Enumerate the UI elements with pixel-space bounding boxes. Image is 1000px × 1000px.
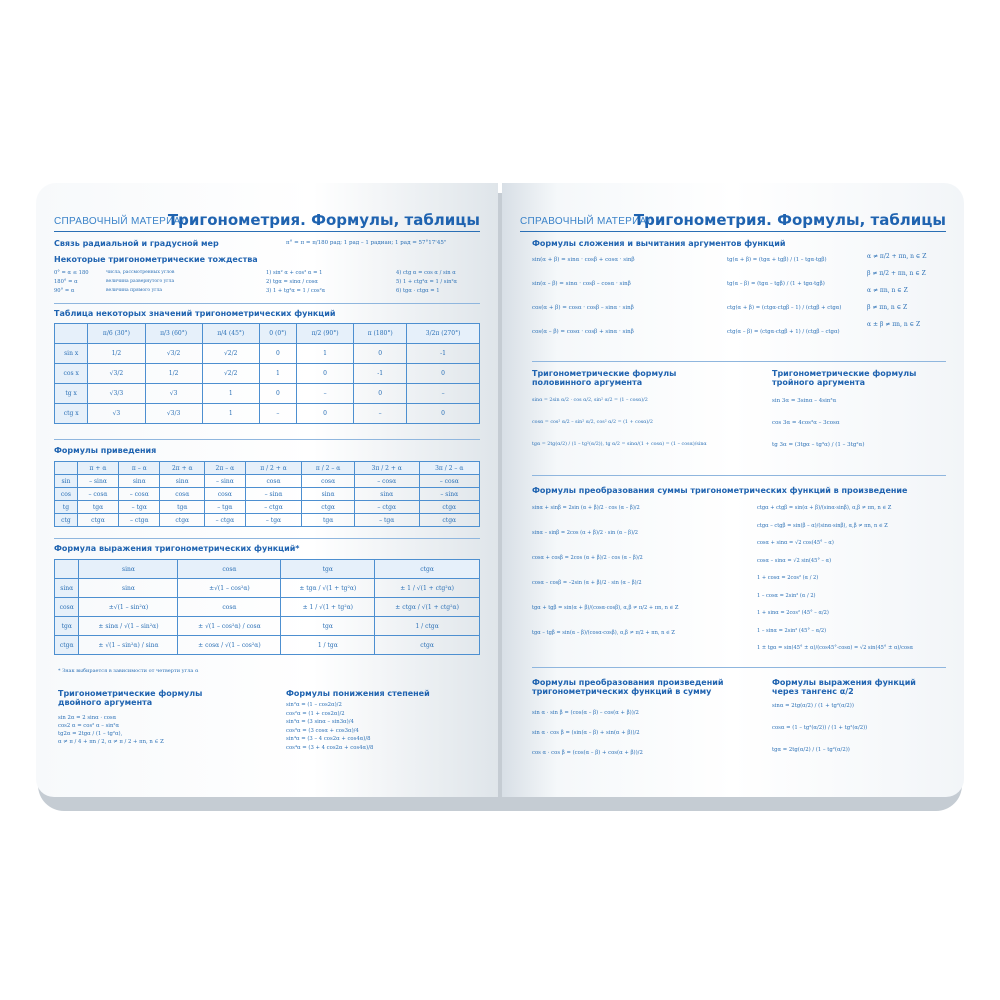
table-cell: – cosα — [119, 488, 160, 501]
formula-line: sinα = 2tg(α/2) / (1 + tg²(α/2)) — [772, 703, 854, 709]
table-header-cell: π / 2 + α — [245, 462, 302, 475]
table-header-cell: 3π / 2 – α — [419, 462, 479, 475]
formula-line: cos⁴α = (3 + 4 cos2α + cos4α)/8 — [286, 744, 374, 751]
table-row — [55, 404, 480, 424]
table-cell: – ctgα — [245, 501, 302, 514]
radian-title: Связь радиальной и градусной мер — [54, 239, 219, 248]
formula-line: α ≠ πn, n ∈ Z — [867, 287, 908, 294]
table-cell: ± √(1 – sin²α) / sinα — [79, 636, 178, 655]
tangent-title: Формулы выражения функций через тангенс α/2 — [772, 678, 916, 696]
table-header-cell: π – α — [119, 462, 160, 475]
formula-line: tg(α + β) = (tgα + tgβ) / (1 – tgα·tgβ) — [727, 257, 827, 263]
formula-line: sinα – sinβ = 2cos (α + β)/2 · sin (α – β)/2 — [532, 530, 639, 536]
product-sum-title: Формулы преобразования произведений тригонометрических функций в сумму — [532, 678, 724, 696]
formula-line: cos2 α = cos² α – sin²α — [58, 723, 120, 729]
table-cell: ± 1 / √(1 + tg²α) — [281, 598, 375, 617]
table-cell: √3 — [145, 384, 202, 404]
table-header-cell: 2π – α — [205, 462, 246, 475]
table-cell: 0 — [354, 344, 407, 364]
table-cell: sinα — [79, 579, 178, 598]
identity-item: числа, рассмотренных углов — [106, 270, 175, 275]
right-page-header — [520, 205, 946, 232]
divider — [54, 303, 480, 304]
table-cell: tgα — [302, 514, 355, 527]
formula-line: sinα + sinβ = 2sin (α + β)/2 · cos (α – β)/2 — [532, 505, 640, 511]
formula-line: cos³α = (3 cosα + cos3α)/4 — [286, 727, 359, 734]
table-cell: ± tgα / √(1 + tg²α) — [281, 579, 375, 598]
table-cell: ctg — [55, 514, 78, 527]
table-cell: cosα — [245, 475, 302, 488]
table-cell: cosα — [55, 598, 79, 617]
table-cell: ± √(1 – cos²α) / cosα — [178, 617, 281, 636]
table-cell: – cosα — [77, 488, 118, 501]
table-row — [55, 475, 480, 488]
formula-line: ctgα + ctgβ = sin(α + β)/(sinα·sinβ), α,β ≠ πn, n ∈ Z — [757, 505, 892, 511]
identity-item: величина развернутого угла — [106, 279, 175, 284]
table-cell: cos x — [55, 364, 88, 384]
table-cell: 0 — [407, 404, 480, 424]
open-notebook — [20, 183, 980, 808]
formula-line: 1 ± tgα = sin(45° ± α)/(cos45°·cosα) = √2 sin(45° ± α)/cosα — [757, 645, 914, 651]
table-cell: ± sinα / √(1 – sin²α) — [79, 617, 178, 636]
table-cell: √3 — [88, 404, 145, 424]
formula-line: sin 2α = 2 sinα · cosα — [58, 715, 117, 721]
table-cell: – ctgα — [205, 514, 246, 527]
table-header-cell: π/4 (45°) — [202, 324, 259, 344]
table-cell: – ctgα — [119, 514, 160, 527]
formula-line: 1 + sinα = 2cos² (45° – α/2) — [757, 610, 829, 616]
table-cell: sinα — [354, 488, 419, 501]
table-header-cell: 2π + α — [160, 462, 205, 475]
table-cell: sinα — [55, 579, 79, 598]
table-cell: ctgα — [302, 501, 355, 514]
table-cell: – cosα — [419, 475, 479, 488]
formula-line: tg2α = 2tgα / (1 – tg²α), — [58, 731, 123, 737]
table-header-cell: π/3 (60°) — [145, 324, 202, 344]
table-cell: ± cosα / √(1 – cos²α) — [178, 636, 281, 655]
section-label: СПРАВОЧНЫЙ МАТЕРИАЛ — [520, 216, 654, 227]
page-title: Тригонометрия. Формулы, таблицы — [167, 211, 480, 229]
formula-line: cosα = cos² α/2 – sin² α/2, cos² α/2 = (1 + cosα)/2 — [532, 420, 653, 425]
formula-line: sin⁴α = (3 – 4 cos2α + cos4α)/8 — [286, 736, 371, 742]
double-title: Тригонометрические формулы двойного аргумента — [58, 689, 203, 707]
expression-footnote: * Знак выбирается в зависимости от четверти угла α — [58, 668, 199, 674]
table-header-cell — [55, 324, 88, 344]
table-row — [55, 514, 480, 527]
table-cell: sinα — [302, 488, 355, 501]
table-header-cell — [55, 560, 79, 579]
formula-line: sin(α – β) = sinα · cosβ – cosα · sinβ — [532, 281, 631, 287]
left-page-header — [54, 205, 480, 232]
radian-formula: π° = π = π/180 рад; 1 рад – 1 радиан; 1 рад = 57°17'45" — [286, 240, 447, 246]
table-cell: tgα — [55, 617, 79, 636]
formula-line: ctg(α + β) = (ctgα·ctgβ – 1) / (ctgβ + ctgα) — [727, 305, 842, 311]
table-cell: – tgα — [119, 501, 160, 514]
table-cell: cosα — [205, 488, 246, 501]
formula-line: sinα = 2sin α/2 · cos α/2, sin² α/2 = (1 – cosα)/2 — [532, 398, 648, 403]
table-cell: 1 — [202, 404, 259, 424]
table-cell: -1 — [354, 364, 407, 384]
formula-line: cosα + sinα = √2 cos(45° – α) — [757, 540, 834, 546]
table-cell: -1 — [407, 344, 480, 364]
table-cell: √3/2 — [145, 344, 202, 364]
table-header-cell: π (180°) — [354, 324, 407, 344]
formula-line: sin²α = (1 – cos2α)/2 — [286, 702, 342, 708]
table-cell: √3/2 — [88, 364, 145, 384]
page-title: Тригонометрия. Формулы, таблицы — [633, 211, 946, 229]
divider — [532, 361, 946, 362]
table-cell: 1/2 — [88, 344, 145, 364]
table-cell: ±√(1 – cos²α) — [178, 579, 281, 598]
values-table — [54, 323, 480, 424]
table-cell: 0 — [259, 384, 296, 404]
formula-line: tgα + tgβ = sin(α + β)/(cosα·cosβ), α,β ≠ π/2 + πn, n ∈ Z — [532, 605, 679, 611]
table-cell: – — [354, 404, 407, 424]
values-table-title: Таблица некоторых значений тригонометрических функций — [54, 309, 336, 318]
table-cell: 1 — [202, 384, 259, 404]
table-header-cell — [55, 462, 78, 475]
expression-table — [54, 559, 480, 655]
table-header-cell: π/2 (90°) — [297, 324, 354, 344]
table-cell: 1 / tgα — [281, 636, 375, 655]
table-cell: ctgα — [55, 636, 79, 655]
table-cell: – ctgα — [354, 501, 419, 514]
identities-title: Некоторые тригонометрические тождества — [54, 255, 258, 264]
formula-line: ctg(α – β) = (ctgα·ctgβ + 1) / (ctgβ – ctgα) — [727, 329, 840, 335]
table-cell: ± 1 / √(1 + ctg²α) — [375, 579, 480, 598]
table-cell: ctgα — [375, 636, 480, 655]
table-cell: ctgα — [419, 514, 479, 527]
table-cell: – sinα — [419, 488, 479, 501]
table-cell: ctg x — [55, 404, 88, 424]
formula-line: tgα = 2tg(α/2) / (1 – tg²(α/2)) — [772, 747, 850, 753]
table-cell: 0 — [407, 364, 480, 384]
formula-line: ctgα – ctgβ = sin(β – α)/(sinα·sinβ), α,β ≠ πn, n ∈ Z — [757, 522, 888, 529]
formula-line: tg(α – β) = (tgα – tgβ) / (1 + tgα·tgβ) — [727, 281, 825, 287]
table-cell: 1 — [259, 364, 296, 384]
table-header-cell: π / 2 – α — [302, 462, 355, 475]
table-header-cell: π/6 (30°) — [88, 324, 145, 344]
table-cell: ± ctgα / √(1 + ctg²α) — [375, 598, 480, 617]
table-header-cell: 3π / 2 + α — [354, 462, 419, 475]
table-row — [55, 501, 480, 514]
table-cell: sinα — [119, 475, 160, 488]
table-cell: – sinα — [205, 475, 246, 488]
table-cell: sinα — [160, 475, 205, 488]
table-row — [55, 579, 480, 598]
expression-title: Формула выражения тригонометрических функций* — [54, 544, 300, 553]
table-cell: – sinα — [77, 475, 118, 488]
table-row — [55, 364, 480, 384]
formula-line: cos 3α = 4cos³α – 3cosα — [772, 420, 840, 426]
table-header-cell: 3/2π (270°) — [407, 324, 480, 344]
table-cell: cos — [55, 488, 78, 501]
table-cell: 0 — [297, 404, 354, 424]
table-cell: – tgα — [205, 501, 246, 514]
table-cell: ±√(1 – sin²α) — [79, 598, 178, 617]
table-row — [55, 344, 480, 364]
formula-line: cos²α = (1 + cos2α)/2 — [286, 710, 345, 717]
formula-line: 1 + cosα = 2cos² (α / 2) — [757, 575, 819, 581]
divider — [54, 439, 480, 440]
formula-line: cos(α + β) = cosα · cosβ – sinα · sinβ — [532, 305, 634, 311]
identity-item: 4) ctg α = cos α / sin α — [396, 270, 456, 276]
table-cell: tg x — [55, 384, 88, 404]
formula-line: sin α · sin β = (cos(α – β) – cos(α + β))/2 — [532, 710, 639, 716]
table-cell: cosα — [178, 598, 281, 617]
section-label: СПРАВОЧНЫЙ МАТЕРИАЛ — [54, 216, 188, 227]
formula-line: cos(α – β) = cosα · cosβ + sinα · sinβ — [532, 329, 634, 335]
table-cell: cosα — [160, 488, 205, 501]
table-cell: – — [407, 384, 480, 404]
addition-title: Формулы сложения и вычитания аргументов функций — [532, 239, 786, 248]
divider — [54, 538, 480, 539]
table-header-cell: cosα — [178, 560, 281, 579]
formula-line: α ± β ≠ πn, n ∈ Z — [867, 321, 921, 328]
identity-item: 90° = α — [54, 288, 75, 294]
identity-item: 5) 1 + ctg²α = 1 / sin²α — [396, 279, 458, 285]
formula-line: sin 3α = 3sinα – 4sin³α — [772, 398, 837, 404]
right-page — [502, 183, 964, 797]
table-row — [55, 636, 480, 655]
table-header-cell: ctgα — [375, 560, 480, 579]
formula-line: tgα = 2tg(α/2) / (1 – tg²(α/2)), tg α/2 = sinα/(1 + cosα) = (1 – cosα)/sinα — [532, 442, 707, 447]
table-cell: tgα — [77, 501, 118, 514]
table-cell: tg — [55, 501, 78, 514]
divider — [532, 475, 946, 476]
formula-line: 1 – sinα = 2sin² (45° – α/2) — [757, 627, 827, 634]
table-row — [55, 384, 480, 404]
half-title: Тригонометрические формулы половинного аргумента — [532, 369, 677, 387]
formula-line: β ≠ πn, n ∈ Z — [867, 304, 908, 311]
formula-line: cosα + cosβ = 2cos (α + β)/2 · cos (α – β)/2 — [532, 555, 643, 561]
triple-title: Тригонометрические формулы тройного аргумента — [772, 369, 917, 387]
table-cell: – sinα — [245, 488, 302, 501]
table-cell: ctgα — [419, 501, 479, 514]
formula-line: β ≠ π/2 + πn, n ∈ Z — [867, 270, 926, 277]
formula-line: 1 – cosα = 2sin² (α / 2) — [757, 592, 816, 599]
table-cell: cosα — [302, 475, 355, 488]
formula-line: cos α · cos β = (cos(α – β) + cos(α + β))/2 — [532, 750, 643, 756]
table-header-cell: π + α — [77, 462, 118, 475]
table-cell: ctgα — [160, 514, 205, 527]
table-cell: sin x — [55, 344, 88, 364]
table-cell: tgα — [281, 617, 375, 636]
table-cell: – tgα — [354, 514, 419, 527]
sum-product-title: Формулы преобразования суммы тригонометрических функций в произведение — [532, 486, 908, 495]
identity-item: 1) sin² α + cos² α = 1 — [266, 270, 323, 276]
table-cell: ctgα — [77, 514, 118, 527]
formula-line: sin³α = (3 sinα – sin3α)/4 — [286, 719, 354, 725]
table-cell: 0 — [297, 364, 354, 384]
formula-line: tgα – tgβ = sin(α – β)/(cosα·cosβ), α,β ≠ π/2 + πn, n ∈ Z — [532, 630, 675, 636]
identity-item: 2) tgα = sinα / cosα — [266, 279, 318, 285]
identity-item: 3) 1 + tg²α = 1 / cos²α — [266, 288, 326, 294]
table-cell: – cosα — [354, 475, 419, 488]
reduction-table — [54, 461, 480, 527]
table-cell: √3/3 — [88, 384, 145, 404]
identity-item: 0° = α ≤ 180 — [54, 270, 89, 276]
table-cell: sin — [55, 475, 78, 488]
table-cell: 0 — [259, 344, 296, 364]
formula-line: sin(α + β) = sinα · cosβ + cosα · sinβ — [532, 257, 635, 263]
table-header-cell: tgα — [281, 560, 375, 579]
table-header-cell: sinα — [79, 560, 178, 579]
formula-line: α ≠ π/2 + πn, n ∈ Z — [867, 253, 927, 260]
power-title: Формулы понижения степеней — [286, 689, 430, 698]
table-cell: 1 / ctgα — [375, 617, 480, 636]
formula-line: cosα – cosβ = –2sin (α + β)/2 · sin (α – β)/2 — [532, 580, 642, 586]
table-row — [55, 598, 480, 617]
table-cell: √2/2 — [202, 364, 259, 384]
reduction-title: Формулы приведения — [54, 446, 157, 455]
formula-line: α ≠ π / 4 + πn / 2, α ≠ π / 2 + πn, n ∈ Z — [58, 739, 164, 745]
table-cell: – tgα — [245, 514, 302, 527]
table-cell: 0 — [354, 384, 407, 404]
table-cell: – — [297, 384, 354, 404]
identity-item: 180° = α — [54, 279, 78, 285]
left-page — [36, 183, 498, 797]
formula-line: tg 3α = (3tgα – tg³α) / (1 – 3tg²α) — [772, 442, 865, 448]
table-cell: √2/2 — [202, 344, 259, 364]
table-cell: 1 — [297, 344, 354, 364]
table-header-cell: 0 (0°) — [259, 324, 296, 344]
table-cell: – — [259, 404, 296, 424]
identity-item: величина прямого угла — [106, 288, 163, 293]
table-cell: tgα — [160, 501, 205, 514]
table-cell: 1/2 — [145, 364, 202, 384]
formula-line: cosα – sinα = √2 sin(45° – α) — [757, 557, 832, 564]
table-row — [55, 617, 480, 636]
identity-item: 6) tgα · ctgα = 1 — [396, 288, 440, 294]
divider — [532, 667, 946, 668]
table-cell: √3/3 — [145, 404, 202, 424]
formula-line: cosα = (1 – tg²(α/2)) / (1 + tg²(α/2)) — [772, 725, 868, 731]
formula-line: sin α · cos β = (sin(α – β) + sin(α + β))/2 — [532, 730, 640, 736]
table-row — [55, 488, 480, 501]
